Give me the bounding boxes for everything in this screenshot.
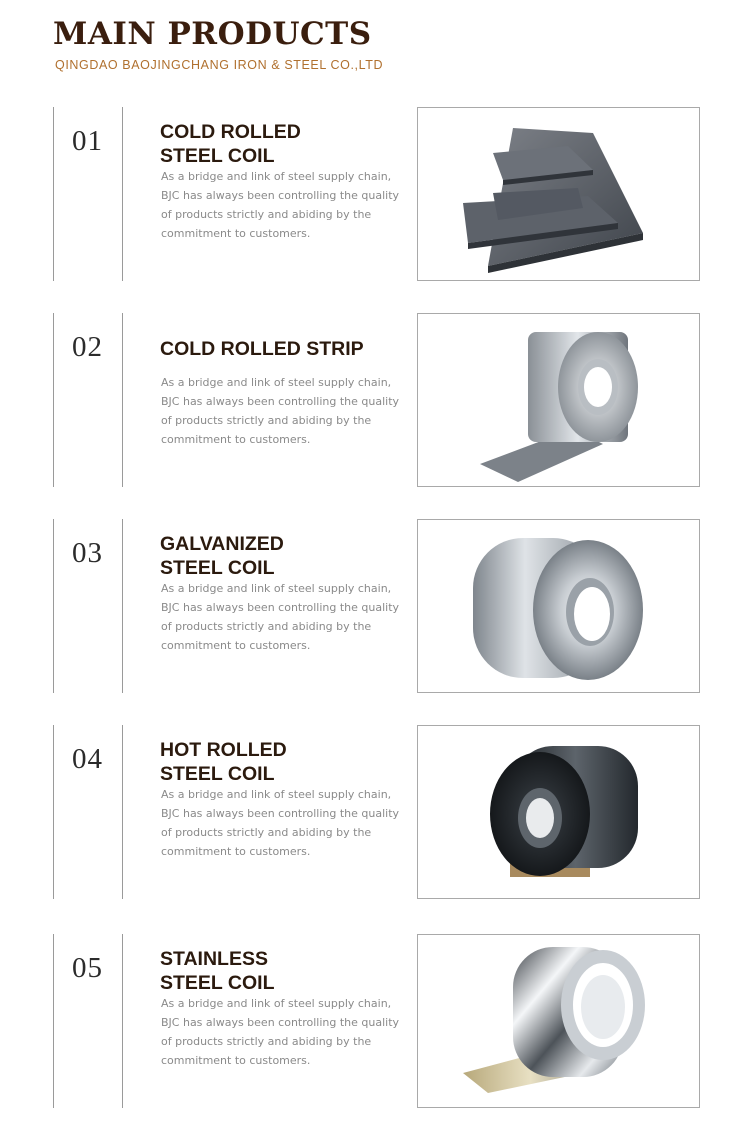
product-title[interactable] xyxy=(160,738,400,786)
product-image-steel-strip[interactable] xyxy=(417,313,700,487)
product-description: As a bridge and link of steel supply chain, BJC has always been controlling the quality of products strictly and abiding by the commitment to customers. xyxy=(161,376,400,446)
product-image-stainless-coil[interactable] xyxy=(417,934,700,1108)
product-title-line2: STEEL COIL xyxy=(160,145,275,167)
product-description: As a bridge and link of steel supply chain, BJC has always been controlling the quality of products strictly and abiding by the commitment to customers. xyxy=(161,997,400,1067)
product-title-line1: COLD ROLLED xyxy=(160,121,301,143)
product-title[interactable] xyxy=(160,120,400,168)
divider-line xyxy=(53,934,54,1108)
product-title-line2: STEEL COIL xyxy=(160,557,275,579)
company-name: QINGDAO BAOJINGCHANG IRON & STEEL CO.,LTD xyxy=(55,58,384,72)
product-item-cold-rolled-steel-coil xyxy=(0,107,750,282)
divider-line xyxy=(122,313,123,487)
product-title[interactable] xyxy=(160,337,400,361)
product-title-line1: COLD ROLLED STRIP xyxy=(160,338,364,360)
product-image-hot-rolled-coil[interactable] xyxy=(417,725,700,899)
product-item-stainless-steel-coil xyxy=(0,934,750,1109)
product-description: As a bridge and link of steel supply chain, BJC has always been controlling the quality of products strictly and abiding by the commitment to customers. xyxy=(161,170,400,240)
product-item-galvanized-steel-coil xyxy=(0,519,750,694)
divider-line xyxy=(122,725,123,899)
divider-line xyxy=(53,107,54,281)
product-image-galvanized-coil[interactable] xyxy=(417,519,700,693)
product-number: 05 xyxy=(72,952,103,984)
product-description: As a bridge and link of steel supply chain, BJC has always been controlling the quality of products strictly and abiding by the commitment to customers. xyxy=(161,788,400,858)
divider-line xyxy=(53,519,54,693)
divider-line xyxy=(53,313,54,487)
divider-line xyxy=(122,107,123,281)
product-number: 03 xyxy=(72,537,103,569)
product-number: 02 xyxy=(72,331,103,363)
product-title[interactable] xyxy=(160,532,400,580)
divider-line xyxy=(122,519,123,693)
divider-line xyxy=(53,725,54,899)
product-title-line1: GALVANIZED xyxy=(160,533,284,555)
divider-line xyxy=(122,934,123,1108)
product-number: 01 xyxy=(72,125,103,157)
product-title-line1: HOT ROLLED xyxy=(160,739,287,761)
product-description: As a bridge and link of steel supply chain, BJC has always been controlling the quality of products strictly and abiding by the commitment to customers. xyxy=(161,582,400,652)
product-image-steel-plates[interactable] xyxy=(417,107,700,281)
product-title-line2: STEEL COIL xyxy=(160,972,275,994)
product-item-cold-rolled-strip xyxy=(0,313,750,488)
product-title[interactable] xyxy=(160,947,400,995)
product-title-line2: STEEL COIL xyxy=(160,763,275,785)
product-title-line1: STAINLESS xyxy=(160,948,268,970)
page-title: MAIN PRODUCTS xyxy=(53,16,372,52)
product-item-hot-rolled-steel-coil xyxy=(0,725,750,900)
product-number: 04 xyxy=(72,743,103,775)
